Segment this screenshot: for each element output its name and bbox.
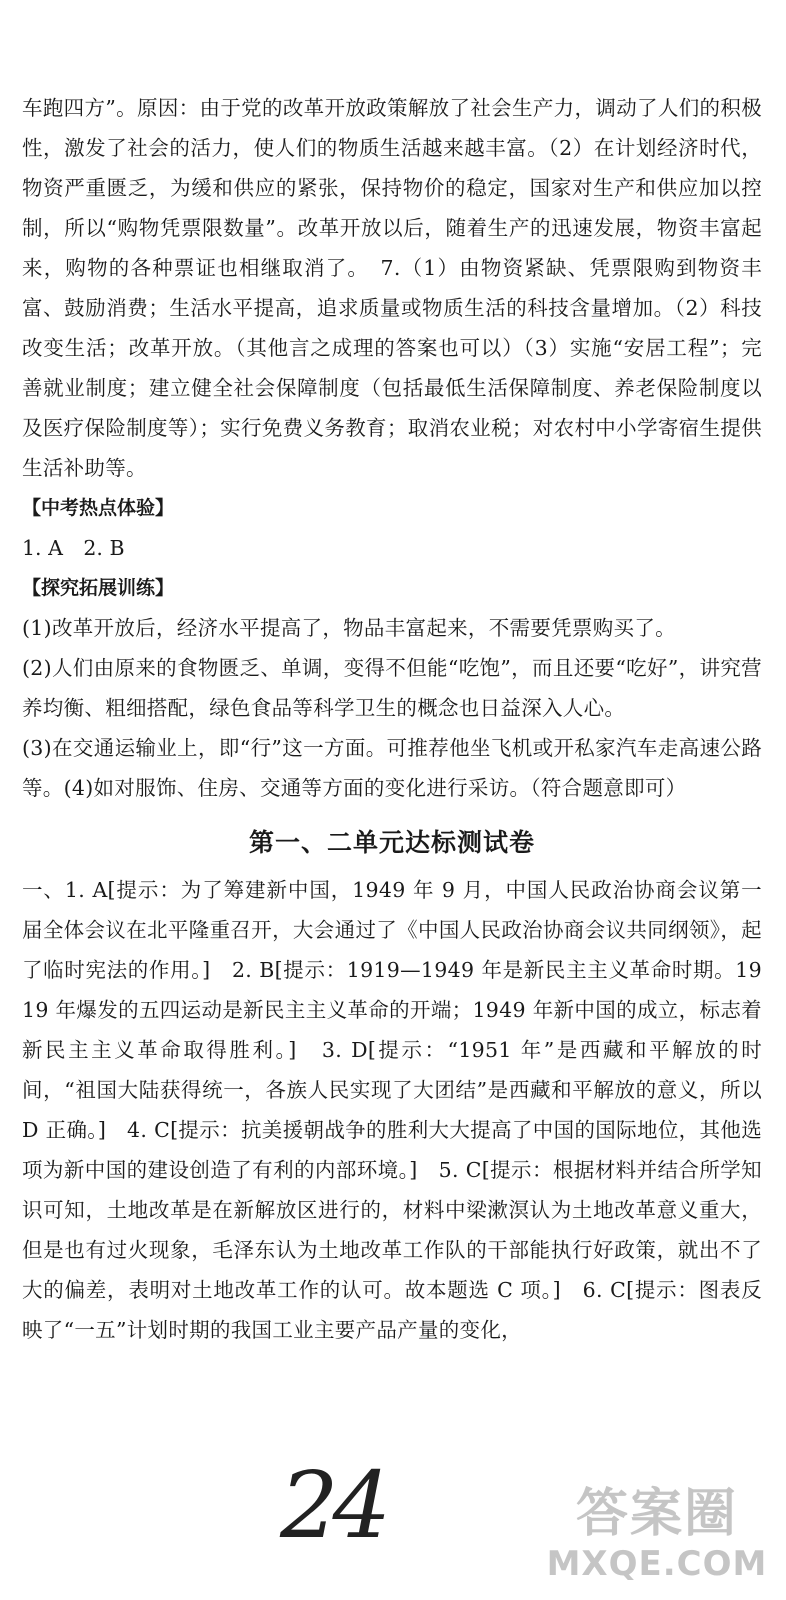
page-content xyxy=(22,88,762,1350)
inquiry-answer-2: (2)人们由原来的食物匮乏、单调，变得不但能“吃饱”，而且还要“吃好”，讲究营养均衡、粗细搭配，绿色食品等科学卫生的概念也日益深入人心。 xyxy=(22,656,762,720)
exam-hotspot-answers: 1. A 2. B xyxy=(22,536,125,560)
watermark-text-top: 答案圈 xyxy=(575,1484,738,1544)
unit-test-title: 第一、二单元达标测试卷 xyxy=(248,828,535,857)
section-heading-inquiry-training: 【探究拓展训练】 xyxy=(22,577,175,599)
answer-paragraph-continued: 车跑四方”。原因：由于党的改革开放政策解放了社会生产力，调动了人们的积极性，激发了社会的活力，使人们的物质生活越来越丰富。（2）在计划经济时代，物资严重匮乏，为缓和供应的紧张，保持物价的稳定，国家对生产和供应加以控制，所以“购物凭票限数量”。改革开放以后，随着生产的迅速发展，物资丰富起来，购物的各种票证也相继取消了。 7.（1）由物资紧缺、凭票限购到物资丰富、鼓励消费；生活水平提高，追求质量或物质生活的科技含量增加。（2）科技改变生活；改革开放。（其他言之成理的答案也可以）（3）实施“安居工程”；完善就业制度；建立健全社会保障制度（包括最低生活保障制度、养老保险制度以及医疗保险制度等）；实行免费义务教育；取消农业税；对农村中小学寄宿生提供生活补助等。 xyxy=(22,96,762,480)
inquiry-answer-1: (1)改革开放后，经济水平提高了，物品丰富起来，不需要凭票购买了。 xyxy=(22,616,676,640)
handwritten-page-number: 24 xyxy=(280,1452,386,1559)
watermark-logo xyxy=(542,1484,772,1594)
unit-test-answers: 一、1. A[提示：为了筹建新中国，1949 年 9 月，中国人民政治协商会议第一届全体会议在北平隆重召开，大会通过了《中国人民政治协商会议共同纲领》，起了临时宪法的作用。] 2. B[提示：1919—1949 年是新民主主义革命时期。1919 年爆发的五四运动是新民主主义革命的开端；1949 年新中国的成立，标志着新民主主义革命取得胜利。] 3. D[提示：“1951 年”是西藏和平解放的时间，“祖国大陆获得统一，各族人民实现了大团结”是西藏和平解放的意义，所以 D 正确。] 4. C[提示：抗美援朝战争的胜利大大提高了中国的国际地位，其他选项为新中国的建设创造了有利的内部环境。] 5. C[提示：根据材料并结合所学知识可知，土地改革是在新解放区进行的，材料中梁漱溟认为土地改革意义重大，但是也有过火现象，毛泽东认为土地改革工作队的干部能执行好政策，就出不了大的偏差，表明对土地改革工作的认可。故本题选 C 项。] 6. C[提示：图表反映了“一五”计划时期的我国工业主要产品产量的变化， xyxy=(22,878,762,1342)
watermark-text-bottom: MXQE.COM xyxy=(546,1544,768,1584)
section-heading-exam-hotspot: 【中考热点体验】 xyxy=(22,497,175,519)
inquiry-answer-3: (3)在交通运输业上，即“行”这一方面。可推荐他坐飞机或开私家汽车走高速公路等。(4)如对服饰、住房、交通等方面的变化进行采访。（符合题意即可） xyxy=(22,736,762,800)
